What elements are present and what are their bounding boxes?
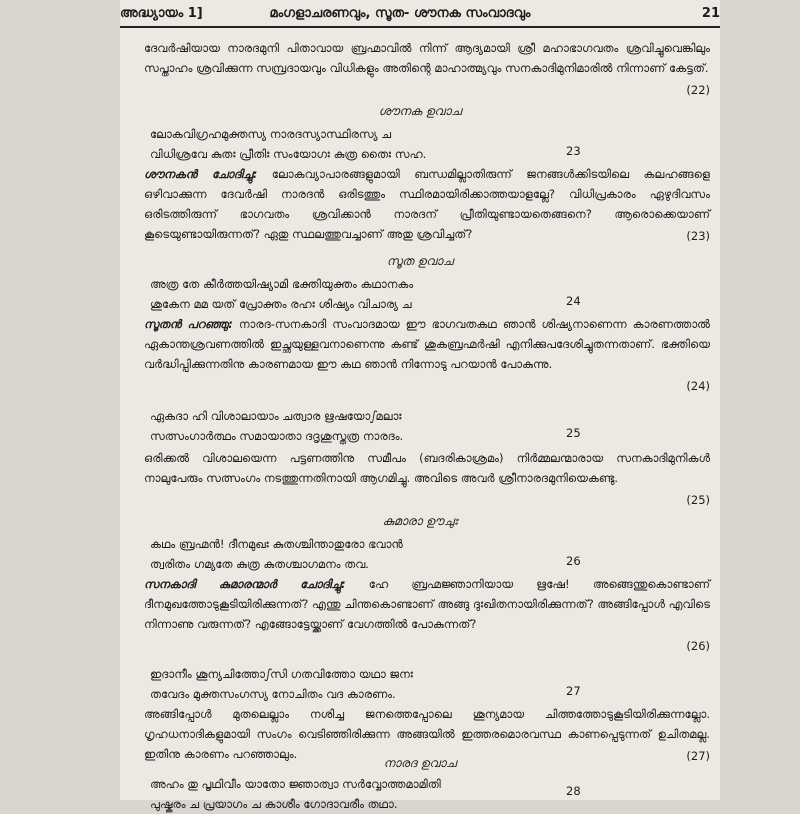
heading-saunaka-uvaca: ശൗനക ഉവാച xyxy=(378,104,462,118)
paragraph-text: ദേവർഷിയായ നാരദമുനി പിതാവായ ബ്രഹ്മാവിൽ നിന്ന് ആദ്യമായി ശ്രീ മഹാഭാഗവതം ശ്രവിച്ചുവെങ്കിലും സപ്താഹം ശ്രവിക്കുന്ന സമ്പ്രദായവും വിധികളും അതിന്റെ മാഹാത്മ്യവും സനകാദിമുനിമാരിൽ നിന്നാണ് കേട്ടത്. xyxy=(144,41,710,75)
verse-line: വിധിശ്രവേ കുതഃ പ്രീതിഃ സംയോഗഃ കുത്ര തൈഃ സഹ. xyxy=(150,147,427,161)
verse-number: 25 xyxy=(566,426,581,440)
verse-26 xyxy=(150,534,550,574)
page-header xyxy=(120,6,720,28)
verse-line: ഇദാനീം ശൂന്യചിത്തോഽസി ഗതവിത്തോ യഥാ ജനഃ xyxy=(150,667,413,681)
verse-23 xyxy=(150,124,550,164)
verse-number: 23 xyxy=(566,144,581,158)
paragraph-number: (22) xyxy=(686,83,710,97)
paragraph-23 xyxy=(144,164,710,246)
paragraph-24 xyxy=(144,314,710,396)
verse-line: സത്സംഗാർത്ഥം സമായാതാ ദദൃശുസ്തത്ര നാരദം. xyxy=(150,429,404,443)
verse-line: ത്വരിതം ഗമ്യതേ കുത്ര കുതശ്ചാഗമനം തവ. xyxy=(150,557,369,571)
paragraph-text: നാരദ-സനകാദി സംവാദമായ ഈ ഭാഗവതകഥ ഞാൻ ശിഷ്യനാണെന്ന കാരണത്താൽ ഏകാന്തശ്രവണത്തിൽ ഇച്ഛയുള്ളവനാണെന്നു കണ്ട് ശുകബ്രഹ്മർഷി എനിക്കുപദേശിച്ചുതന്നതാണ്. ഭക്തിയെ വർദ്ധിപ്പിക്കുന്നതിനു കാരണമായ ഈ കഥ ഞാൻ നിന്നോടു പറയാൻ പോകുന്നു. xyxy=(144,317,710,371)
verse-line: അഹം തു പൃഥിവീം യാതോ ജ്ഞാത്വാ സർവ്വോത്തമാമിതി xyxy=(150,777,441,791)
verse-line: ലോകവിഗ്രഹമുക്തസ്യ നാരദസ്യാസ്ഥിരസ്യ ച xyxy=(150,127,392,141)
paragraph-number: (26) xyxy=(686,639,710,653)
speaker-label: ശൗനകൻ ചോദിച്ചു: xyxy=(144,167,258,181)
speaker-label: സനകാദി കുമാരന്മാർ ചോദിച്ചു: xyxy=(144,577,346,591)
verse-number: 24 xyxy=(566,294,581,308)
speaker-label: സൂതൻ പറഞ്ഞു: xyxy=(144,317,233,331)
verse-number: 27 xyxy=(566,684,581,698)
paragraph-number: (27) xyxy=(686,749,710,763)
paragraph-text: ലോകവ്യാപാരങ്ങളുമായി ബന്ധമില്ലാതിരുന്ന് ജനങ്ങൾക്കിടയിലെ കലഹങ്ങളെ ഒഴിവാക്കുന്ന ദേവർഷി നാരദൻ ഒരിടത്തും സ്ഥിരമായിരിക്കാത്തയാളല്ലേ? വിധിപ്രകാരം ഏഴുദിവസം ഒരിടത്തിരുന്ന് ഭാഗവതം ശ്രവിക്കാൻ നാരദന് പ്രീതിയുണ്ടായതെങ്ങനെ? ആരൊക്കെയാണ് കൂടെയുണ്ടായിരുന്നത്? ഏതു സ്ഥലത്തുവച്ചാണ് അതു ശ്രവിച്ചത്? xyxy=(144,167,711,241)
heading-narada-uvaca: നാരദ ഉവാച xyxy=(383,756,457,770)
page-number: 21 xyxy=(701,6,720,21)
paragraph-number: (25) xyxy=(686,493,710,507)
verse-28 xyxy=(150,774,550,814)
heading-kumara-ucuh: കുമാരാ ഊചുഃ xyxy=(382,514,458,528)
verse-number: 28 xyxy=(566,784,581,798)
running-title: മംഗളാചരണവും, സൂത- ശൗനക സംവാദവും xyxy=(269,6,531,21)
verse-line: കഥം ബ്രഹ്മൻ! ദീനമുഖഃ കുതശ്ചിന്താതുരോ ഭവാൻ xyxy=(150,537,403,551)
paragraph-number: (24) xyxy=(686,379,710,393)
verse-line: ഏകദാ ഹി വിശാലായാം ചത്വാര ഋഷയോഽമലാഃ xyxy=(150,409,402,423)
paragraph-text: ഒരിക്കൽ വിശാലയെന്ന പട്ടണത്തിനു സമീപം (ബദരികാശ്രമം) നിർമ്മലന്മാരായ സനകാദിമുനികൾ നാലുപേരും സത്സംഗം നടത്തുന്നതിനായി ആഗമിച്ചു. അവിടെ അവർ ശ്രീനാരദമുനിയെകണ്ടു. xyxy=(144,451,710,485)
verse-line: അത്ര തേ കീർത്തയിഷ്യാമി ഭക്തിയുക്തം കഥാനകം xyxy=(150,277,414,291)
paragraph-25 xyxy=(144,448,710,510)
verse-27 xyxy=(150,664,550,704)
verse-line: ശുകേന മമ യത് പ്രോക്തം രഹഃ ശിഷ്യം വിചാര്യ ച xyxy=(150,297,412,311)
chapter-label: അദ്ധ്യായം 1] xyxy=(120,6,203,21)
header-rule xyxy=(120,26,720,28)
verse-line: തവേദം മുക്തസംഗസ്യ നോചിതം വദ കാരണം. xyxy=(150,687,396,701)
heading-suta-uvaca: സൂത ഉവാച xyxy=(386,254,454,268)
verse-number: 26 xyxy=(566,554,581,568)
paragraph-22 xyxy=(144,38,710,100)
paragraph-text: അങ്ങിപ്പോൾ മുതലെല്ലാം നശിച്ച ജനത്തെപ്പോലെ ശൂന്യമായ ചിത്തത്തോടുകൂടിയിരിക്കുന്നല്ലോ. ഗൃഹധനാദികളുമായി സംഗം വെടിഞ്ഞിരിക്കുന്ന അങ്ങയിൽ ഇത്തരമൊരവസ്ഥ കാണപ്പെടുന്നത് ഉചിതമല്ല. ഇതിനു കാരണം പറഞ്ഞാലും. xyxy=(144,707,710,761)
paragraph-text: ഹേ ബ്രഹ്മജ്ഞാനിയായ ഋഷേ! അങ്ങെന്തുകൊണ്ടാണ് ദീനമുഖത്തോടുകൂടിയിരിക്കുന്നത്? എന്തു ചിന്തകൊണ്ടാണ് അങ്ങു ദുഃഖിതനായിരിക്കുന്നത്? അങ്ങിപ്പോൾ എവിടെ നിന്നാണു വരുന്നത്? എങ്ങോട്ടേയ്ക്കാണ് വേഗത്തിൽ പോകുന്നത്? xyxy=(144,577,711,631)
paragraph-26 xyxy=(144,574,710,656)
verse-line: പുഷ്കരം ച പ്രയാഗം ച കാശീം ഗോദാവരീം തഥാ. xyxy=(150,797,398,811)
verse-25 xyxy=(150,406,550,446)
book-page xyxy=(120,0,720,811)
verse-24 xyxy=(150,274,550,314)
paragraph-number: (23) xyxy=(686,229,710,243)
